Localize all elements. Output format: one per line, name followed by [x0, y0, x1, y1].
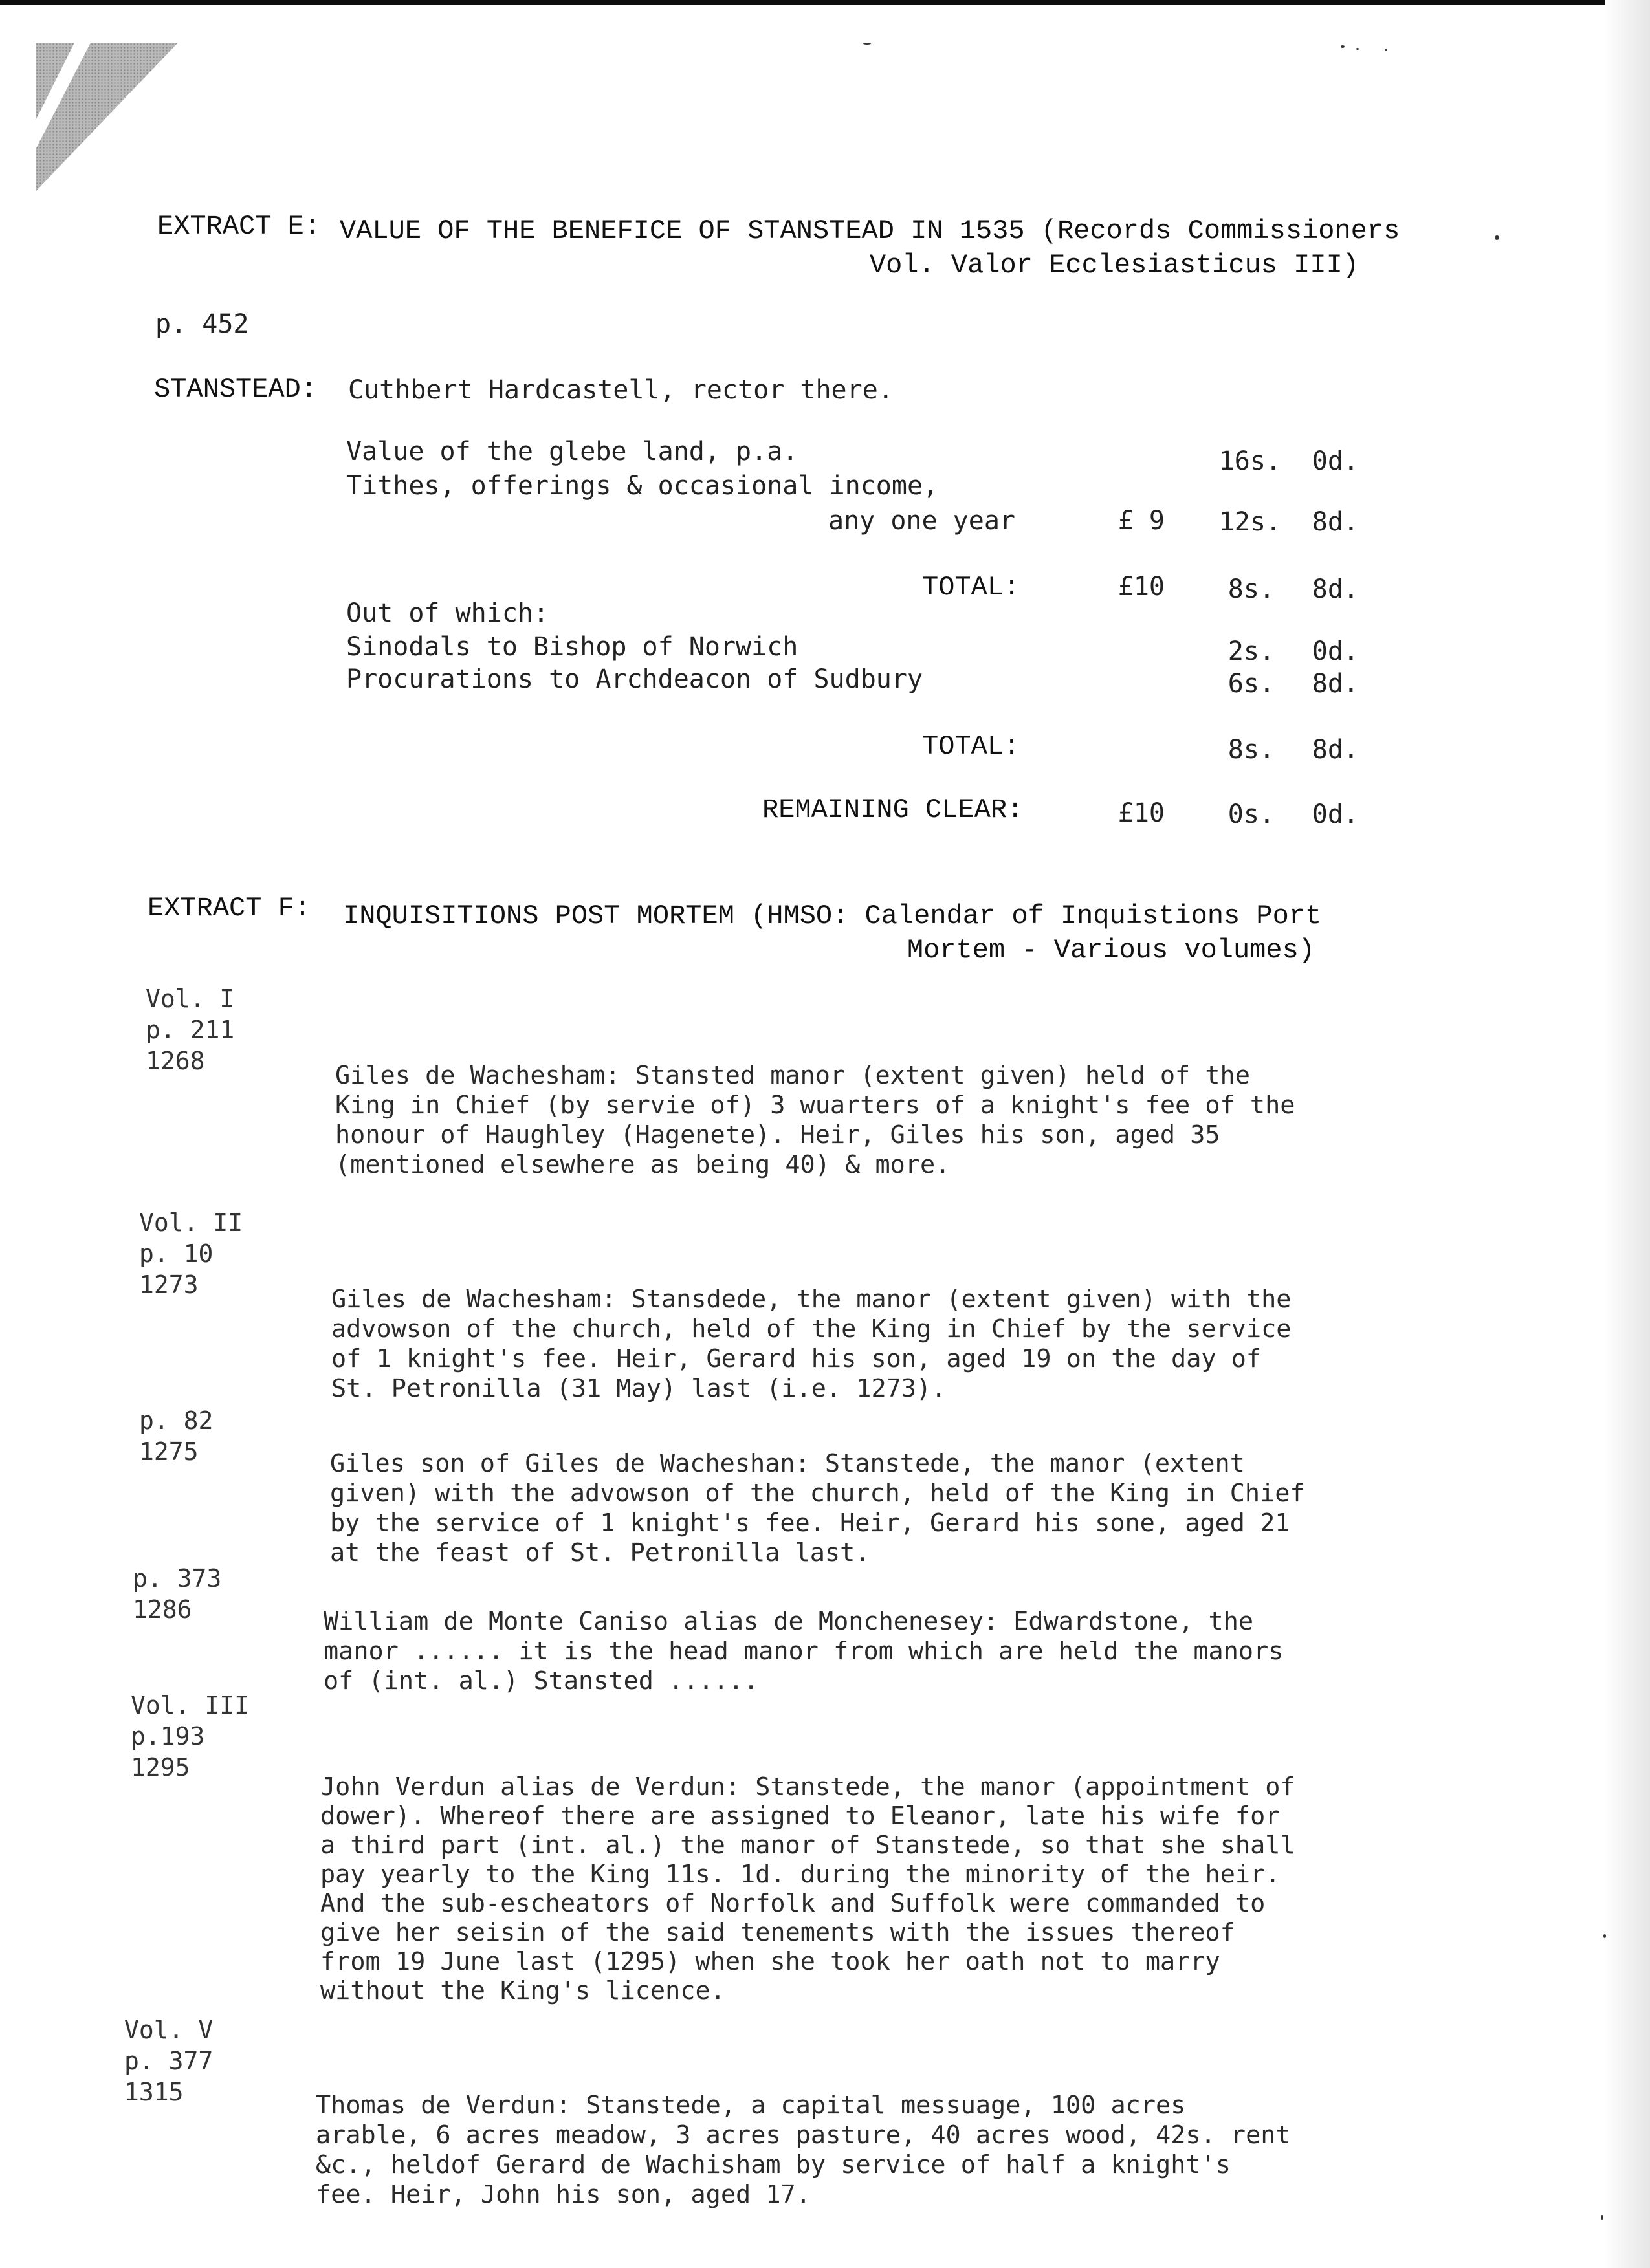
total-2-pence: 8d.	[1312, 735, 1359, 765]
entry-text	[335, 1061, 1295, 1180]
entry-line: John Verdun alias de Verdun: Stanstede, the manor (appointment of	[320, 1772, 1295, 1802]
scan-speck	[1356, 48, 1359, 50]
scan-right-edge	[1605, 0, 1650, 2268]
entry-line: Giles son of Giles de Wacheshan: Stanstede, the manor (extent	[330, 1449, 1245, 1478]
corner-fold-mark	[36, 43, 184, 191]
entry-line: honour of Haughley (Hagenete). Heir, Giles his son, aged 35	[335, 1120, 1220, 1150]
glebe-land-shillings: 16s.	[1218, 446, 1281, 476]
scan-speck	[1495, 235, 1499, 240]
tithes-label: Tithes, offerings & occasional income,	[346, 471, 939, 501]
tithes-pounds: £ 9	[1117, 506, 1165, 536]
ref-volume: Vol. II	[139, 1208, 243, 1237]
scan-speck	[1385, 49, 1387, 51]
scan-speck	[1603, 1934, 1606, 1938]
ref-year: 1273	[139, 1270, 199, 1299]
any-one-year-label: any one year	[828, 506, 1015, 536]
tithes-pence: 8d.	[1312, 507, 1359, 537]
ref-volume: Vol. I	[146, 985, 235, 1013]
entry-line: pay yearly to the King 11s. 1d. during the minority of the heir.	[320, 1860, 1281, 1889]
entry-ref	[124, 2014, 213, 2108]
glebe-land-pence: 0d.	[1312, 446, 1359, 476]
ref-year: 1295	[131, 1753, 190, 1782]
total-1-label: TOTAL:	[922, 572, 1020, 603]
ref-page: p. 82	[139, 1406, 214, 1435]
entry-line: William de Monte Caniso alias de Monchenesey: Edwardstone, the	[324, 1607, 1254, 1636]
entry-line: of (int. al.) Stansted ......	[324, 1666, 759, 1696]
entry-line: of 1 knight's fee. Heir, Gerard his son, aged 19 on the day of	[331, 1344, 1262, 1373]
entry-line: by the service of 1 knight's fee. Heir, Gerard his sone, aged 21	[330, 1509, 1290, 1538]
entry-text	[330, 1449, 1305, 1568]
total-1-shillings: 8s.	[1227, 574, 1275, 604]
entry-line: Thomas de Verdun: Stanstede, a capital messuage, 100 acres	[316, 2091, 1186, 2120]
tithes-shillings: 12s.	[1218, 507, 1281, 537]
entry-ref	[131, 1690, 249, 1783]
entry-line: arable, 6 acres meadow, 3 acres pasture, 40 acres wood, 42s. rent	[316, 2121, 1291, 2150]
ref-page: p.193	[131, 1722, 205, 1750]
extract-e-title-line2: Vol. Valor Ecclesiasticus III)	[869, 250, 1359, 281]
total-2-shillings: 8s.	[1227, 735, 1275, 765]
entry-line: St. Petronilla (31 May) last (i.e. 1273).	[331, 1374, 947, 1403]
stanstead-label: STANSTEAD:	[154, 374, 318, 405]
remaining-clear-label: REMAINING CLEAR:	[762, 794, 1024, 825]
ref-page: p. 211	[146, 1016, 235, 1044]
ref-page: p. 10	[139, 1239, 214, 1268]
extract-f-title-line2: Mortem - Various volumes)	[907, 935, 1315, 966]
entry-line: (mentioned elsewhere as being 40) & more.	[335, 1150, 951, 1179]
out-of-which-label: Out of which:	[346, 598, 549, 628]
entry-line: King in Chief (by servie of) 3 wuarters of a knight's fee of the	[335, 1091, 1295, 1120]
extract-f-label: EXTRACT F:	[148, 893, 311, 924]
entry-line: at the feast of St. Petronilla last.	[330, 1538, 870, 1567]
entry-line: dower). Whereof there are assigned to Eleanor, late his wife for	[320, 1802, 1281, 1831]
procurations-shillings: 6s.	[1227, 669, 1275, 699]
total-1-pounds: £10	[1117, 572, 1165, 602]
ref-volume: Vol. III	[131, 1691, 250, 1719]
scan-speck	[1341, 45, 1345, 48]
procurations-label: Procurations to Archdeacon of Sudbury	[346, 664, 923, 694]
scan-speck	[863, 43, 871, 45]
entry-line: without the King's licence.	[320, 1976, 725, 2005]
ref-page: p. 373	[133, 1564, 222, 1593]
total-2-label: TOTAL:	[922, 731, 1020, 762]
remaining-clear-pence: 0d.	[1312, 800, 1359, 829]
entry-text	[320, 1772, 1295, 2005]
procurations-pence: 8d.	[1312, 669, 1359, 699]
entry-line: given) with the advowson of the church, held of the King in Chief	[330, 1479, 1305, 1508]
entry-line: a third part (int. al.) the manor of Stanstede, so that she shall	[320, 1831, 1295, 1860]
entry-text	[331, 1285, 1291, 1404]
sinodals-shillings: 2s.	[1227, 637, 1275, 666]
entry-ref	[146, 983, 234, 1076]
rector-line: Cuthbert Hardcastell, rector there.	[348, 375, 894, 405]
entry-line: from 19 June last (1295) when she took her oath not to marry	[320, 1947, 1220, 1976]
scan-top-edge	[0, 0, 1650, 5]
entry-line: &c., heldof Gerard de Wachisham by service of half a knight's	[316, 2150, 1231, 2179]
scan-speck	[1601, 2215, 1603, 2220]
extract-e-title-line1: VALUE OF THE BENEFICE OF STANSTEAD IN 1535 (Records Commissioners	[340, 215, 1400, 246]
entry-ref	[139, 1207, 243, 1300]
ref-year: 1268	[146, 1047, 205, 1075]
ref-year: 1275	[139, 1437, 199, 1466]
extract-f-title-line1: INQUISITIONS POST MORTEM (HMSO: Calendar of Inquistions Port	[343, 900, 1322, 932]
entry-line: give her seisin of the said tenements with the issues thereof	[320, 1918, 1235, 1947]
ref-volume: Vol. V	[124, 2016, 214, 2044]
entry-ref	[133, 1563, 221, 1625]
remaining-clear-shillings: 0s.	[1227, 800, 1275, 829]
entry-text	[324, 1607, 1283, 1696]
extract-e-label: EXTRACT E:	[157, 211, 321, 242]
extract-e-page-ref: p. 452	[155, 309, 249, 339]
ref-page: p. 377	[124, 2047, 214, 2075]
ref-year: 1286	[133, 1595, 192, 1624]
entry-line: Giles de Wachesham: Stansdede, the manor (extent given) with the	[331, 1285, 1292, 1314]
entry-text	[316, 2091, 1291, 2210]
ref-year: 1315	[124, 2078, 184, 2106]
entry-line: advowson of the church, held of the King in Chief by the service	[331, 1314, 1292, 1344]
total-1-pence: 8d.	[1312, 574, 1359, 604]
entry-line: And the sub-escheators of Norfolk and Suffolk were commanded to	[320, 1889, 1266, 1918]
entry-line: fee. Heir, John his son, aged 17.	[316, 2180, 811, 2209]
entry-ref	[139, 1405, 213, 1467]
entry-line: manor ...... it is the head manor from which are held the manors	[324, 1637, 1284, 1666]
entry-line: Giles de Wachesham: Stansted manor (extent given) held of the	[335, 1061, 1250, 1090]
sinodals-label: Sinodals to Bishop of Norwich	[346, 632, 798, 662]
glebe-land-label: Value of the glebe land, p.a.	[346, 437, 798, 466]
sinodals-pence: 0d.	[1312, 637, 1359, 666]
remaining-clear-pounds: £10	[1117, 798, 1165, 828]
